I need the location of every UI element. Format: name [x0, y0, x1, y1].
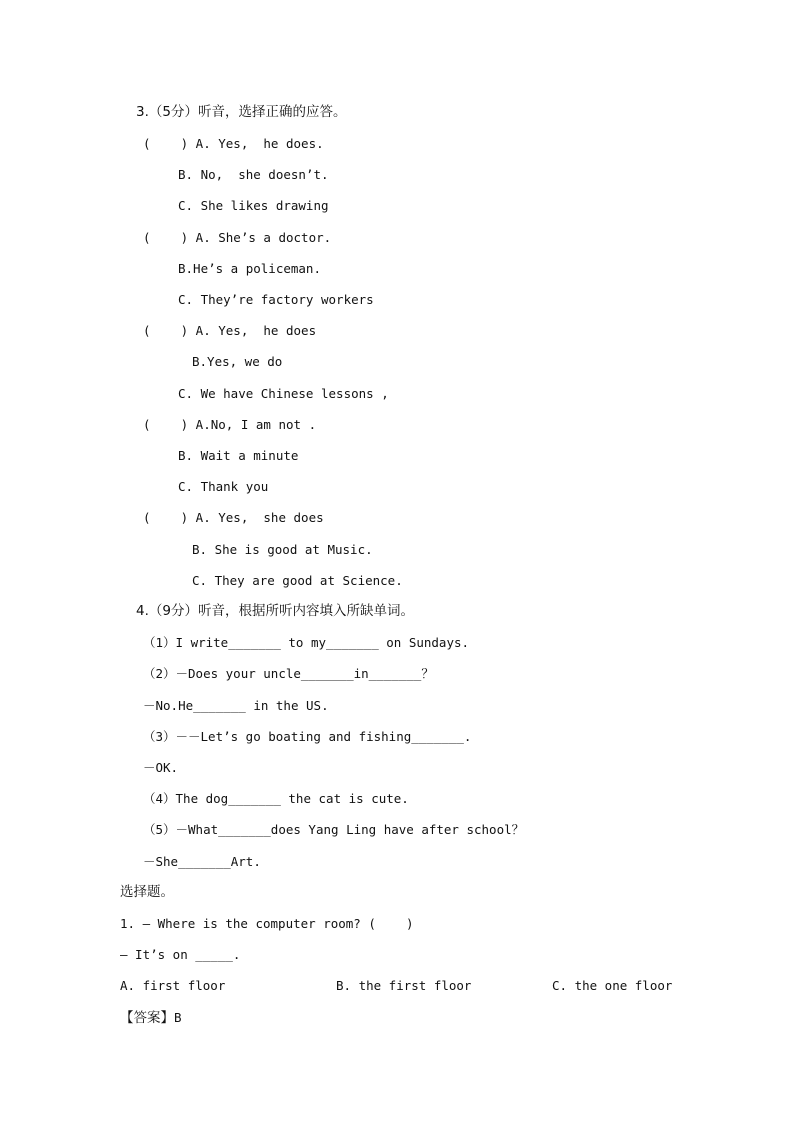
fill-line-3: －No.He_______ in the US. [143, 698, 329, 713]
item1-option-a: ( ) A. Yes, he does. [143, 136, 324, 151]
choice-question: 1. — Where is the computer room? ( ) [120, 916, 414, 931]
item3-option-c: C. We have Chinese lessons , [178, 386, 389, 401]
item2-option-a: ( ) A. She’s a doctor. [143, 230, 332, 245]
choice-answer-line: — It’s on _____. [120, 947, 241, 962]
fill-line-4: （3）－－Let’s go boating and fishing_______. [143, 729, 472, 744]
fill-line-6: （4）The dog_______ the cat is cute. [143, 791, 409, 806]
item4-option-c: C. Thank you [178, 479, 269, 494]
section4-title: 4.（9分）听音，根据所听内容填入所缺单词。 [136, 603, 414, 619]
item4-option-b: B. Wait a minute [178, 448, 299, 463]
choice-option-c: C. the one floor [552, 978, 673, 993]
fill-line-1: （1）I write_______ to my_______ on Sundays. [143, 635, 470, 650]
choice-option-a: A. first floor [120, 978, 226, 993]
fill-line-8: －She_______Art. [143, 854, 261, 869]
choice-option-b: B. the first floor [336, 978, 472, 993]
fill-line-2: （2）－Does your uncle_______in_______？ [143, 666, 434, 681]
item2-option-c: C. They’re factory workers [178, 292, 374, 307]
item5-option-a: ( ) A. Yes, she does [143, 510, 324, 525]
item1-option-c: C. She likes drawing [178, 198, 329, 213]
item3-option-b: B.Yes, we do [192, 354, 283, 369]
fill-line-7: （5）－What_______does Yang Ling have after school？ [143, 822, 525, 837]
choice-heading: 选择题。 [120, 884, 174, 900]
item5-option-b: B. She is good at Music. [192, 542, 373, 557]
item1-option-b: B. No, she doesn’t. [178, 167, 329, 182]
item3-option-a: ( ) A. Yes, he does [143, 323, 317, 338]
answer-value: B [174, 1010, 182, 1025]
answer-row [120, 1010, 182, 1026]
section3-title: 3.（5分）听音，选择正确的应答。 [136, 104, 347, 120]
item5-option-c: C. They are good at Science. [192, 573, 403, 588]
answer-label: 【答案】 [120, 1010, 174, 1026]
item2-option-b: B.He’s a policeman. [178, 261, 321, 276]
item4-option-a: ( ) A.No, I am not . [143, 417, 317, 432]
fill-line-5: －OK. [143, 760, 179, 775]
